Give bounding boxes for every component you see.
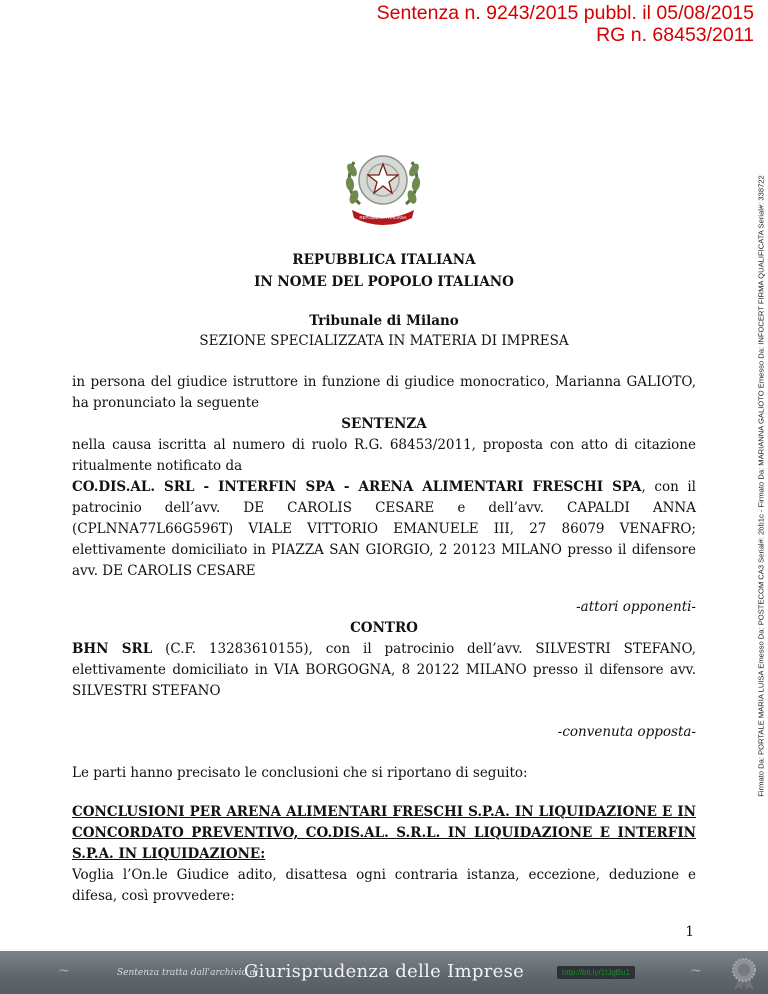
intro-paragraph: in persona del giudice istruttore in funzione di giudice monocratico, Marianna GALIOTO, ha pronunciato la seguente [72, 374, 696, 411]
judgment-body [72, 372, 696, 582]
defendant-paragraph [72, 639, 696, 702]
footer-brand: Giurisprudenza delle Imprese [244, 961, 525, 982]
emblem-ribbon-text: REPUBBLICA ITALIANA [359, 215, 407, 220]
court-section: SEZIONE SPECIALIZZATA IN MATERIA DI IMPRESA [199, 333, 569, 349]
award-seal-icon [726, 955, 762, 991]
defendant-role: -convenuta opposta- [557, 724, 696, 740]
conclusions-text: Voglia l’On.le Giudice adito, disattesa ogni contraria istanza, eccezione, deduzione e difesa, così provvedere: [72, 867, 696, 904]
plaintiffs-paragraph [72, 477, 696, 582]
ornament-left-icon: ~ [58, 963, 70, 979]
heading-people: IN NOME DEL POPOLO ITALIANO [254, 274, 514, 290]
conclusions-heading: CONCLUSIONI PER ARENA ALIMENTARI FRESCHI S.P.A. IN LIQUIDAZIONE E IN CONCORDATO PREVENTIVO, CO.DIS.AL. S.R.L. IN LIQUIDAZIONE E INTERFIN S.P.A. IN LIQUIDAZIONE: [72, 804, 696, 862]
conclusions-block [72, 802, 696, 907]
footer-prefix: Sentenza tratta dall'archivio di [117, 968, 259, 978]
conclusions-intro: Le parti hanno precisato le conclusioni che si riportano di seguito: [72, 765, 528, 781]
ornament-right-icon: ~ [690, 963, 702, 979]
contro-label: CONTRO [350, 620, 418, 636]
plaintiffs-role: -attori opponenti- [576, 599, 696, 615]
footer-link[interactable]: http://bit.ly/1tJgBu1 [557, 966, 635, 979]
sentenza-title: SENTENZA [341, 416, 427, 432]
opposition-block [72, 597, 696, 702]
stamp-line-2: RG n. 68453/2011 [596, 24, 754, 46]
defendant-details: (C.F. 13283610155), con il patrocinio dell’avv. SILVESTRI STEFANO, elettivamente domiciliato in VIA BORGOGNA, 8 20122 MILANO presso il difensore avv. SILVESTRI STEFANO [72, 641, 697, 699]
plaintiffs-names: CO.DIS.AL. SRL - INTERFIN SPA - ARENA ALIMENTARI FRESCHI SPA [72, 479, 642, 495]
cause-paragraph: nella causa iscritta al numero di ruolo R.G. 68453/2011, proposta con atto di citazione ritualmente notificato da [72, 437, 696, 474]
stamp-line-1: Sentenza n. 9243/2015 pubbl. il 05/08/2015 [376, 2, 754, 24]
page-number: 1 [685, 924, 694, 940]
italian-republic-emblem [338, 140, 428, 230]
archive-footer [0, 951, 768, 994]
court-name: Tribunale di Milano [309, 313, 459, 329]
sentence-stamp [377, 2, 754, 46]
heading-republic: REPUBBLICA ITALIANA [292, 252, 476, 268]
plaintiffs-details: , con il patrocinio dell’avv. DE CAROLIS CESARE e dell’avv. CAPALDI ANNA (CPLNNA77L66G596T) VIALE VITTORIO EMANUELE III, 27 86079 VENAFRO; elettivamente domiciliato in PIAZZA SAN GIORGIO, 2 20123 MILANO presso il difensore avv. DE CAROLIS CESARE [72, 479, 696, 579]
defendant-name: BHN SRL [72, 641, 153, 657]
digital-signature-note: Firmato Da: PORTALE MARIA LUISA Emesso Da: POSTECOM CA3 Serial#: 2bb1c - Firmato Da: MARIANNA GALIOTO Emesso Da: INFOCERT FIRMA QUALIFICATA Serial#: 338722 [756, 175, 766, 797]
